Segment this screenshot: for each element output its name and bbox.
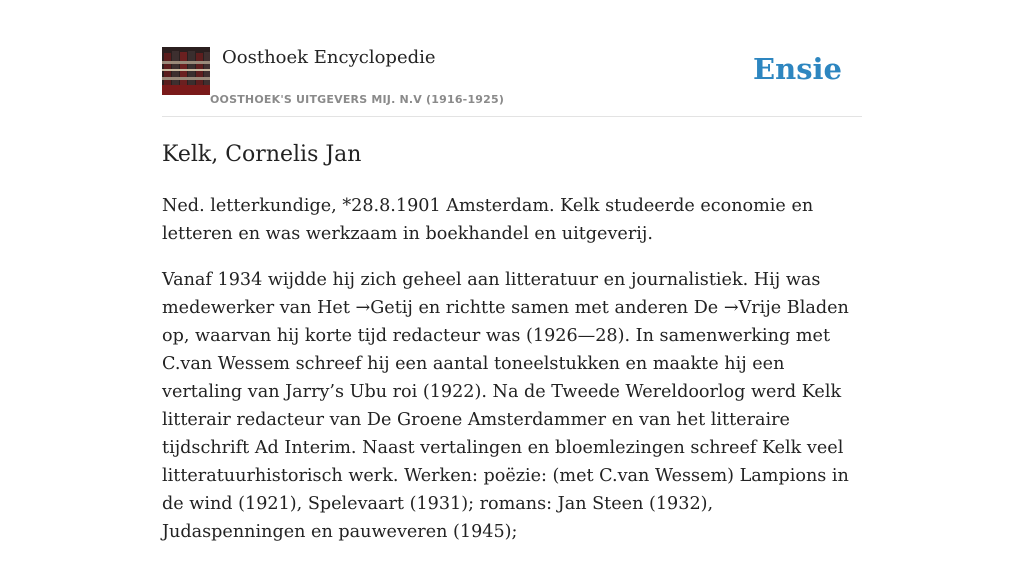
entry-title: Kelk, Cornelis Jan [162, 142, 362, 167]
encyclopedia-books-icon [162, 47, 210, 95]
paragraph-text: Vanaf 1934 wijdde hij zich geheel aan litteratuur en journalistiek. Hij was medewerker van Het [162, 270, 821, 318]
source-title[interactable]: Oosthoek Encyclopedie [222, 47, 436, 68]
source-subtitle: OOSTHOEK'S UITGEVERS MIJ. N.V (1916-1925) [210, 93, 505, 106]
link-vrije-bladen[interactable]: →Vrije Bladen [723, 298, 849, 318]
brand-logo[interactable]: Ensie [753, 52, 842, 86]
entry-paragraph [162, 266, 862, 546]
paragraph-text: op, waarvan hij korte tijd redacteur was (1926—28). In samenwerking met C.van Wessem schreef hij een aantal toneelstukken en maakte hij een vertaling van Jarry’s Ubu roi (1922). Na de Tweede Wereldoorlog werd Kelk litterair redacteur van De Groene Amsterdammer en van het litteraire tijdschrift Ad Interim. Naast vertalingen en bloemlezingen schreef Kelk veel litteratuurhistorisch werk. Werken: poëzie: (met C.van Wessem) Lampions in de wind (1921), Spelevaart (1931); romans: Jan Steen (1932), Judaspenningen en pauweveren (1945); [162, 326, 849, 542]
paragraph-text: en richtte samen met anderen De [412, 298, 724, 318]
link-getij[interactable]: →Getij [355, 298, 413, 318]
source-header [162, 0, 862, 117]
source-avatar[interactable] [162, 47, 210, 95]
entry-content [162, 192, 862, 564]
entry-paragraph: Ned. letterkundige, *28.8.1901 Amsterdam. Kelk studeerde economie en letteren en was werkzaam in boekhandel en uitgeverij. [162, 196, 814, 244]
page [162, 0, 862, 542]
